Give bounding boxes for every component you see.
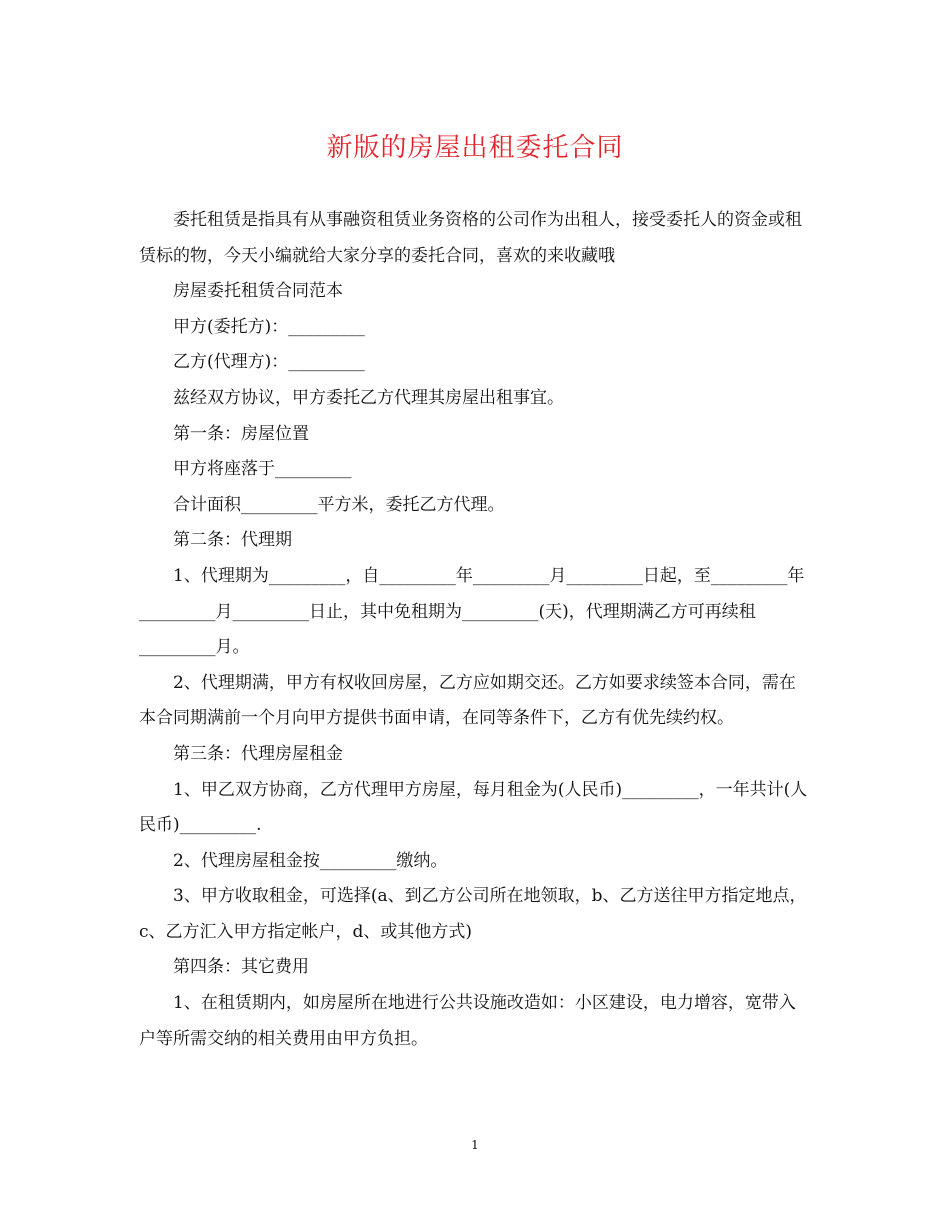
paragraph-period-expiry: 2、代理期满，甲方有权收回房屋，乙方应如期交还。乙方如要求续签本合同，需在本合同期满前一个月向甲方提供书面申请，在同等条件下，乙方有优先续约权。 (139, 672, 796, 729)
page-number: 1 (471, 1138, 479, 1152)
paragraph-agreement: 兹经双方协议，甲方委托乙方代理其房屋出租事宜。 (173, 387, 564, 408)
paragraph-party-a: 甲方(委托方)：_________ (173, 316, 365, 337)
paragraph-rent-collection: 3、甲方收取租金，可选择(a、到乙方公司所在地领取，b、乙方送往甲方指定地点，c、乙方汇入甲方指定帐户，d、或其他方式) (139, 886, 807, 942)
paragraph-intro: 委托租赁是指具有从事融资租赁业务资格的公司作为出租人，接受委托人的资金或租赁标的物，今天小编就给大家分享的委托合同，喜欢的来收藏哦 (139, 210, 802, 266)
article-1-heading: 第一条：房屋位置 (173, 423, 309, 444)
paragraph-template-name: 房屋委托租赁合同范本 (173, 281, 343, 302)
paragraph-location: 甲方将座落于_________ (173, 459, 352, 480)
document-body (139, 203, 811, 1057)
paragraph-party-b: 乙方(代理方)：_________ (173, 352, 365, 373)
document-title: 新版的房屋出租委托合同 (326, 133, 624, 163)
article-2-heading: 第二条：代理期 (173, 530, 292, 551)
paragraph-monthly-rent: 1、甲乙双方协商，乙方代理甲方房屋，每月租金为(人民币)_________，一年共计(人民币)_________. (139, 779, 808, 836)
paragraph-agency-period: 1、代理期为_________，自_________年_________月_________日起，至_________年_________月_________日止，其中免租期为_________(天)，代理期满乙方可再续租_________月。 (139, 565, 805, 658)
paragraph-rent-payment: 2、代理房屋租金按_________缴纳。 (173, 850, 448, 871)
article-4-heading: 第四条：其它费用 (173, 957, 309, 978)
paragraph-other-fees: 1、在租赁期内，如房屋所在地进行公共设施改造如：小区建设，电力增容，宽带入户等所需交纳的相关费用由甲方负担。 (139, 993, 796, 1049)
article-3-heading: 第三条：代理房屋租金 (173, 743, 343, 764)
paragraph-area: 合计面积_________平方米，委托乙方代理。 (173, 494, 505, 515)
